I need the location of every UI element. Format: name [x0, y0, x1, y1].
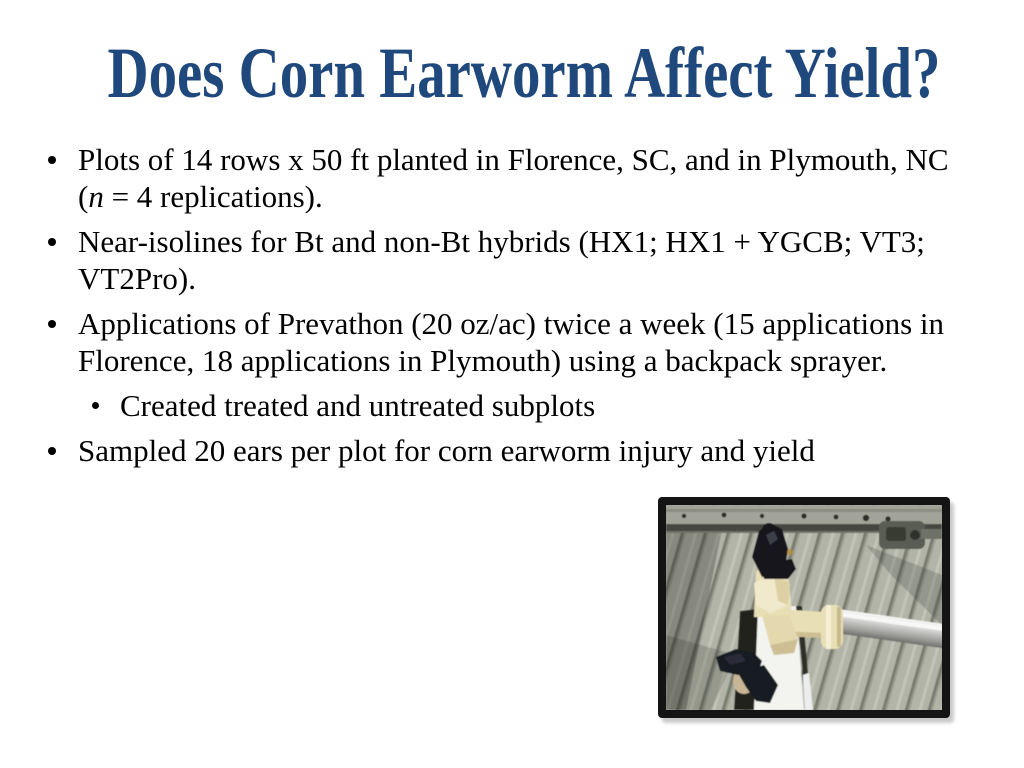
- bullet-item: [0, 432, 1010, 469]
- bullet-text: Plots of 14 rows x 50 ft planted in Florence, SC, and in Plymouth, NC (n = 4 replications).: [78, 142, 949, 214]
- bullet-marker: [48, 156, 56, 164]
- bullet-item: [0, 223, 1010, 297]
- sprayer-valve-photo: [658, 497, 950, 718]
- sprayer-valve-illustration: [666, 505, 942, 710]
- bullet-marker: [48, 320, 56, 328]
- bullet-text: Sampled 20 ears per plot for corn earworm injury and yield: [78, 433, 815, 468]
- bullet-text: Applications of Prevathon (20 oz/ac) twice a week (15 applications in Florence, 18 applications in Plymouth) using a backpack sprayer.: [78, 306, 945, 378]
- bullet-marker: [92, 402, 99, 409]
- bullet-marker: [48, 238, 56, 246]
- bullet-marker: [48, 447, 56, 455]
- bullet-item: [0, 141, 1010, 215]
- bullet-list: [0, 141, 1010, 477]
- bullet-text: Near-isolines for Bt and non-Bt hybrids (HX1; HX1 + YGCB; VT3; VT2Pro).: [78, 224, 925, 296]
- bullet-text: Created treated and untreated subplots: [120, 388, 596, 423]
- bullet-item: [0, 305, 1010, 379]
- sub-bullet-item: [0, 387, 1010, 424]
- slide-title: Does Corn Earworm Affect Yield?: [107, 33, 941, 113]
